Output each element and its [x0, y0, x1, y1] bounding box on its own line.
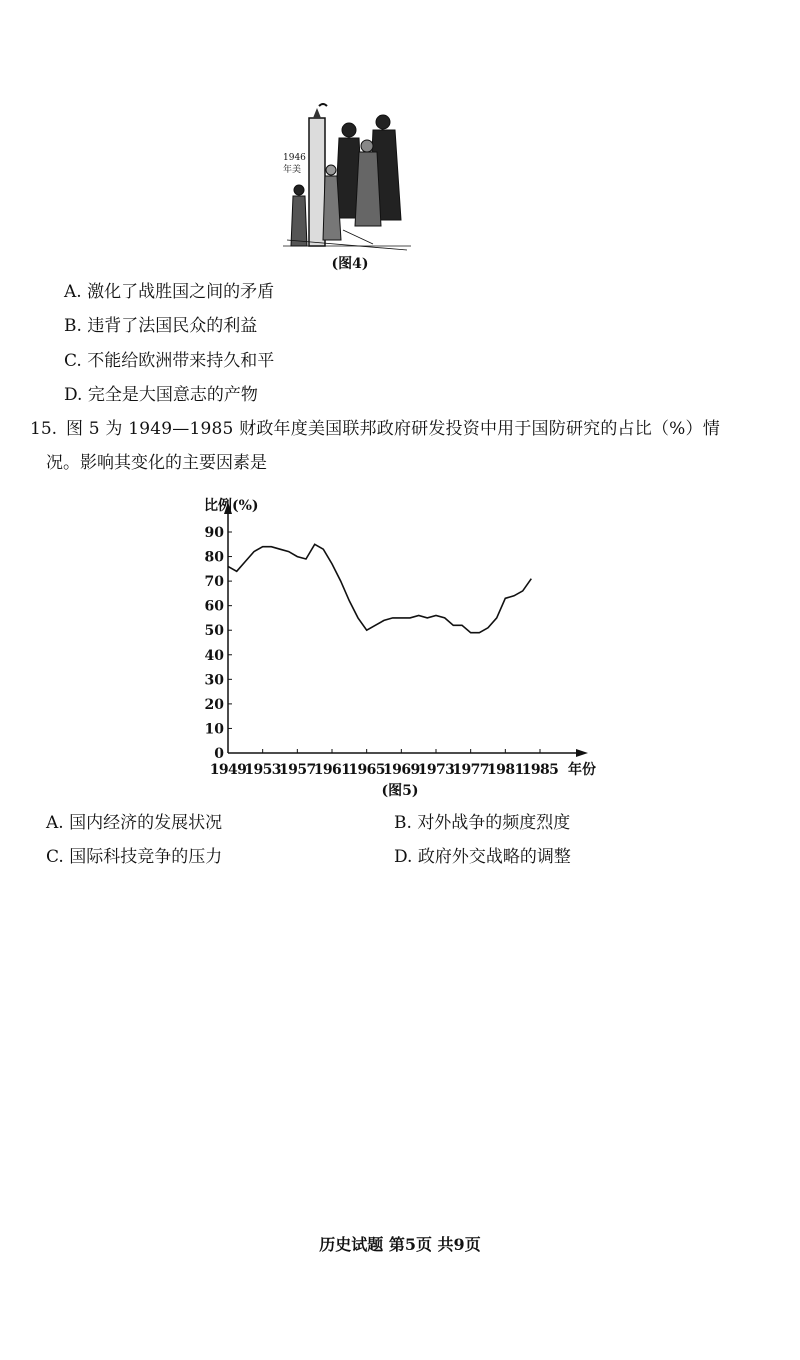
- cartoon-year-label: 1946: [283, 153, 306, 163]
- x-tick-label: 1949: [209, 762, 247, 778]
- line-chart: [190, 490, 610, 780]
- q15-option-b[interactable]: [394, 812, 570, 834]
- option-letter: D.: [64, 385, 83, 405]
- option-letter: A.: [64, 282, 82, 302]
- y-tick-label: 50: [204, 623, 224, 640]
- option-text: 国内经济的发展状况: [69, 813, 223, 833]
- figure-4-cartoon: [283, 100, 411, 252]
- y-tick-label: 90: [204, 525, 224, 541]
- option-text: 违背了法国民众的利益: [87, 316, 258, 336]
- y-tick-label: 70: [204, 574, 224, 591]
- option-letter: B.: [394, 813, 412, 833]
- x-tick-label: 1973: [417, 762, 455, 778]
- cartoon-illustration: [283, 100, 411, 252]
- option-letter: B.: [64, 316, 82, 336]
- q15-stem-line-2: 况。影响其变化的主要因素是: [46, 453, 267, 473]
- series-line: [228, 544, 531, 632]
- q15-option-d[interactable]: [394, 846, 571, 868]
- y-tick-label: 0: [214, 746, 224, 762]
- option-text: 国际科技竞争的压力: [69, 847, 223, 867]
- q14-option-c[interactable]: [64, 350, 274, 372]
- y-tick-label: 80: [204, 549, 224, 566]
- y-tick-label: 20: [204, 696, 224, 713]
- y-tick-label: 40: [204, 647, 224, 664]
- option-text: 完全是大国意志的产物: [87, 385, 258, 405]
- option-letter: D.: [394, 847, 413, 867]
- x-tick-label: 1953: [244, 762, 281, 778]
- x-tick-label: 1969: [383, 762, 420, 778]
- q14-option-b[interactable]: [64, 315, 257, 337]
- x-tick-label: 1981: [487, 762, 524, 778]
- figure-5-chart: [190, 490, 610, 780]
- x-tick-label: 1977: [452, 762, 489, 778]
- x-tick-label: 1965: [348, 762, 385, 778]
- q15-option-a[interactable]: [46, 812, 222, 834]
- q14-option-a[interactable]: [64, 281, 274, 303]
- page-footer: 历史试题 第5页 共9页: [319, 1235, 481, 1254]
- option-letter: C.: [46, 847, 64, 867]
- x-tick-label: 1961: [313, 762, 351, 778]
- x-tick-label: 1985: [521, 762, 559, 778]
- option-letter: A.: [46, 813, 64, 833]
- q15-option-c[interactable]: [46, 846, 222, 868]
- x-axis-arrow: [576, 749, 588, 757]
- q14-option-d[interactable]: [64, 384, 258, 406]
- y-tick-label: 10: [204, 721, 224, 738]
- cartoon-year-label-2: 年美: [283, 165, 302, 175]
- y-tick-label: 30: [204, 672, 224, 689]
- y-axis-label: 比例(%): [204, 498, 259, 514]
- figure-4-caption: (图4): [331, 256, 369, 272]
- option-letter: C.: [64, 351, 82, 371]
- option-text: 不能给欧洲带来持久和平: [87, 351, 275, 371]
- option-text: 对外战争的频度烈度: [417, 813, 571, 833]
- option-text: 激化了战胜国之间的矛盾: [87, 282, 275, 302]
- y-tick-label: 60: [204, 598, 224, 615]
- figure-5-caption: (图5): [381, 783, 419, 799]
- x-tick-label: 1957: [279, 762, 316, 778]
- q15-stem-line-1: 图 5 为 1949—1985 财政年度美国联邦政府研发投资中用于国防研究的占比（%）情: [66, 419, 720, 439]
- x-axis-label: 年份: [568, 762, 596, 778]
- q15-number: 15.: [30, 419, 58, 439]
- option-text: 政府外交战略的调整: [417, 847, 571, 867]
